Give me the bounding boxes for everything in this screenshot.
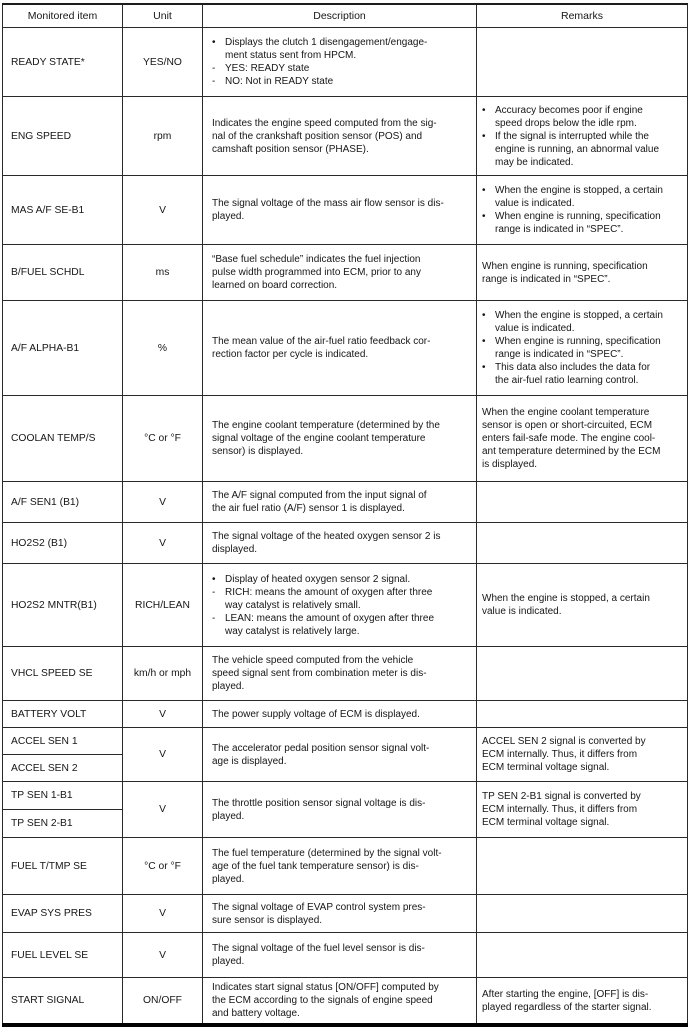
paragraph: [482, 406, 685, 471]
table-header-row: [3, 4, 688, 28]
monitored-item-cell: HO2S2 MNTR(B1): [3, 564, 123, 647]
table-row: [3, 176, 688, 245]
table-row: [3, 838, 688, 895]
monitored-item-cell: TP SEN 2-B1: [3, 810, 123, 838]
monitored-item-cell: EVAP SYS PRES: [3, 895, 123, 933]
paragraph: [482, 988, 685, 1014]
description-cell: [203, 978, 477, 1026]
paragraph-text: “Base fuel schedule” indicates the fuel injection pulse width programmed into ECM, prior to any learned on board correction.: [212, 254, 421, 291]
paragraph-text: The power supply voltage of ECM is displayed.: [212, 708, 420, 720]
paragraph-text: LEAN: means the amount of oxygen after three way catalyst is relatively large.: [225, 612, 435, 637]
unit-cell: rpm: [123, 97, 203, 176]
table-row: [3, 523, 688, 564]
remarks-cell: [477, 301, 688, 396]
paragraph-text: Indicates the engine speed computed from the sig- nal of the crankshaft position sensor (POS) and camshaft position sensor (PHASE).: [212, 117, 437, 155]
table-row: [3, 245, 688, 301]
paragraph: [212, 197, 474, 223]
paragraph-text: When engine is running, specification range is indicated in “SPEC”.: [495, 211, 661, 235]
paragraph: [212, 901, 474, 927]
table-row: [3, 782, 688, 810]
monitored-item-cell: TP SEN 1-B1: [3, 782, 123, 810]
paragraph-text: ACCEL SEN 2 signal is converted by ECM internally. Thus, it differs from ECM terminal voltage signal.: [482, 736, 646, 773]
unit-cell: V: [123, 176, 203, 245]
table-row: [3, 895, 688, 933]
bulleted-paragraph: [212, 573, 474, 586]
remarks-cell: [477, 838, 688, 895]
dash-marker: -: [212, 612, 216, 624]
description-cell: [203, 396, 477, 482]
table-body: [3, 28, 688, 1026]
table-row: [3, 28, 688, 97]
description-cell: [203, 933, 477, 978]
paragraph: [212, 942, 474, 968]
description-cell: [203, 245, 477, 301]
description-cell: [203, 728, 477, 782]
paragraph: [212, 253, 474, 292]
remarks-cell: [477, 523, 688, 564]
remarks-cell: [477, 895, 688, 933]
remarks-cell: [477, 97, 688, 176]
monitored-item-cell: BATTERY VOLT: [3, 701, 123, 728]
description-cell: [203, 28, 477, 97]
unit-cell: V: [123, 895, 203, 933]
bulleted-paragraph: [212, 36, 474, 62]
unit-cell: ms: [123, 245, 203, 301]
bullet-marker: •: [482, 130, 486, 142]
paragraph-text: TP SEN 2-B1 signal is converted by ECM internally. Thus, it differs from ECM terminal voltage signal.: [482, 791, 641, 828]
table-row: [3, 933, 688, 978]
monitored-item-cell: MAS A/F SE-B1: [3, 176, 123, 245]
table-row: [3, 978, 688, 1026]
description-cell: [203, 97, 477, 176]
monitored-item-cell: A/F SEN1 (B1): [3, 482, 123, 523]
paragraph-text: Accuracy becomes poor if engine speed drops below the idle rpm.: [495, 104, 643, 129]
bullet-marker: •: [482, 362, 486, 373]
unit-cell: V: [123, 782, 203, 838]
paragraph: [212, 530, 474, 556]
table-row: [3, 482, 688, 523]
remarks-cell: [477, 28, 688, 97]
paragraph-text: Indicates start signal status [ON/OFF] computed by the ECM according to the signals of engine speed and battery voltage.: [212, 982, 439, 1019]
paragraph-text: The throttle position sensor signal voltage is dis- played.: [212, 797, 426, 822]
table-row: [3, 647, 688, 701]
monitored-item-cell: ACCEL SEN 2: [3, 755, 123, 782]
remarks-cell: [477, 728, 688, 782]
monitored-item-cell: FUEL T/TMP SE: [3, 838, 123, 895]
paragraph: [482, 260, 685, 286]
description-cell: [203, 701, 477, 728]
bullet-marker: •: [212, 37, 216, 48]
paragraph-text: The vehicle speed computed from the vehicle speed signal sent from combination meter is dis- played.: [212, 655, 427, 692]
bullet-marker: •: [482, 211, 486, 222]
remarks-cell: [477, 176, 688, 245]
paragraph: [482, 592, 685, 618]
description-cell: [203, 782, 477, 838]
paragraph-text: When the engine coolant temperature sensor is open or short-circuited, ECM enters fail-safe mode. The engine cool- ant temperature determined by the ECM is displayed.: [482, 407, 661, 470]
table-row: [3, 728, 688, 755]
remarks-cell: [477, 564, 688, 647]
paragraph-text: The A/F signal computed from the input signal of the air fuel ratio (A/F) sensor 1 is displayed.: [212, 490, 427, 514]
bulleted-paragraph: [482, 104, 685, 130]
monitored-item-cell: START SIGNAL: [3, 978, 123, 1026]
paragraph: [212, 981, 474, 1020]
bulleted-paragraph: [212, 612, 474, 638]
paragraph-text: When engine is running, specification range is indicated in “SPEC”.: [482, 260, 648, 285]
unit-cell: °C or °F: [123, 838, 203, 895]
bulleted-paragraph: [482, 361, 685, 387]
description-cell: [203, 647, 477, 701]
unit-cell: V: [123, 933, 203, 978]
dash-marker: -: [212, 63, 216, 74]
description-cell: [203, 482, 477, 523]
description-cell: [203, 301, 477, 396]
paragraph: [212, 489, 474, 515]
table-row: [3, 701, 688, 728]
paragraph-text: Displays the clutch 1 disengagement/engage- ment status sent from HPCM.: [225, 37, 428, 61]
monitored-item-cell: ACCEL SEN 1: [3, 728, 123, 755]
description-cell: [203, 176, 477, 245]
paragraph: [212, 117, 474, 156]
bullet-marker: •: [482, 104, 486, 116]
monitored-item-cell: VHCL SPEED SE: [3, 647, 123, 701]
paragraph-text: The mean value of the air-fuel ratio feedback cor- rection factor per cycle is indicated.: [212, 336, 431, 360]
unit-cell: V: [123, 728, 203, 782]
bulleted-paragraph: [212, 586, 474, 612]
column-header-remarks: Remarks: [477, 4, 688, 28]
monitored-item-cell: A/F ALPHA-B1: [3, 301, 123, 396]
monitored-item-cell: B/FUEL SCHDL: [3, 245, 123, 301]
paragraph-text: When the engine is stopped, a certain value is indicated.: [482, 593, 650, 617]
paragraph: [212, 419, 474, 458]
paragraph-text: The signal voltage of the fuel level sensor is dis- played.: [212, 943, 425, 967]
bulleted-paragraph: [482, 184, 685, 210]
monitored-items-table: [2, 3, 688, 1027]
bulleted-paragraph: [482, 210, 685, 236]
paragraph-text: RICH: means the amount of oxygen after three way catalyst is relatively small.: [225, 586, 433, 611]
unit-cell: RICH/LEAN: [123, 564, 203, 647]
bulleted-paragraph: [482, 130, 685, 169]
column-header-unit: Unit: [123, 4, 203, 28]
remarks-cell: [477, 482, 688, 523]
paragraph: [212, 654, 474, 693]
remarks-cell: [477, 245, 688, 301]
monitored-item-cell: READY STATE*: [3, 28, 123, 97]
paragraph-text: The signal voltage of the mass air flow sensor is dis- played.: [212, 198, 444, 222]
remarks-cell: [477, 782, 688, 838]
paragraph: [212, 847, 474, 886]
paragraph-text: Display of heated oxygen sensor 2 signal.: [225, 573, 411, 585]
monitored-item-cell: FUEL LEVEL SE: [3, 933, 123, 978]
monitored-item-cell: ENG SPEED: [3, 97, 123, 176]
paragraph-text: The signal voltage of the heated oxygen sensor 2 is displayed.: [212, 531, 441, 555]
paragraph-text: The signal voltage of EVAP control system pres- sure sensor is displayed.: [212, 901, 426, 926]
remarks-cell: [477, 978, 688, 1026]
paragraph-text: YES: READY state: [225, 63, 310, 74]
column-header-description: Description: [203, 4, 477, 28]
description-cell: [203, 895, 477, 933]
remarks-cell: [477, 396, 688, 482]
unit-cell: °C or °F: [123, 396, 203, 482]
paragraph-text: The accelerator pedal position sensor signal volt- age is displayed.: [212, 742, 430, 767]
paragraph-text: NO: Not in READY state: [225, 76, 334, 87]
monitored-item-cell: HO2S2 (B1): [3, 523, 123, 564]
description-cell: [203, 564, 477, 647]
unit-cell: V: [123, 701, 203, 728]
remarks-cell: [477, 701, 688, 728]
paragraph-text: If the signal is interrupted while the engine is running, an abnormal value may be indicated.: [495, 130, 659, 168]
unit-cell: V: [123, 523, 203, 564]
paragraph-text: The engine coolant temperature (determined by the signal voltage of the engine coolant temperature sensor) is displayed.: [212, 420, 440, 457]
unit-cell: ON/OFF: [123, 978, 203, 1026]
bullet-marker: •: [482, 310, 486, 321]
bulleted-paragraph: [482, 335, 685, 361]
bullet-marker: •: [482, 336, 486, 347]
table-row: [3, 301, 688, 396]
table-row: [3, 564, 688, 647]
paragraph: [482, 735, 685, 774]
remarks-cell: [477, 933, 688, 978]
monitored-item-cell: COOLAN TEMP/S: [3, 396, 123, 482]
bulleted-paragraph: [212, 62, 474, 75]
paragraph-text: When the engine is stopped, a certain value is indicated.: [495, 310, 663, 334]
paragraph: [482, 790, 685, 829]
paragraph-text: This data also includes the data for the air-fuel ratio learning control.: [495, 362, 651, 386]
dash-marker: -: [212, 76, 216, 87]
paragraph-text: After starting the engine, [OFF] is dis- played regardless of the starter signal.: [482, 988, 652, 1013]
unit-cell: %: [123, 301, 203, 396]
table-row: [3, 97, 688, 176]
bullet-marker: •: [212, 573, 216, 585]
paragraph-text: When engine is running, specification range is indicated in “SPEC”.: [495, 336, 661, 360]
paragraph: [212, 742, 474, 768]
description-cell: [203, 523, 477, 564]
bulleted-paragraph: [212, 75, 474, 88]
unit-cell: V: [123, 482, 203, 523]
paragraph: [212, 335, 474, 361]
paragraph-text: The fuel temperature (determined by the signal volt- age of the fuel tank temperature sensor) is dis- played.: [212, 847, 442, 885]
unit-cell: km/h or mph: [123, 647, 203, 701]
paragraph-text: When the engine is stopped, a certain value is indicated.: [495, 185, 663, 209]
table-row: [3, 396, 688, 482]
description-cell: [203, 838, 477, 895]
column-header-monitored-item: Monitored item: [3, 4, 123, 28]
bulleted-paragraph: [482, 309, 685, 335]
paragraph: [212, 797, 474, 823]
unit-cell: YES/NO: [123, 28, 203, 97]
bullet-marker: •: [482, 185, 486, 196]
dash-marker: -: [212, 586, 216, 598]
remarks-cell: [477, 647, 688, 701]
paragraph: [212, 708, 474, 721]
